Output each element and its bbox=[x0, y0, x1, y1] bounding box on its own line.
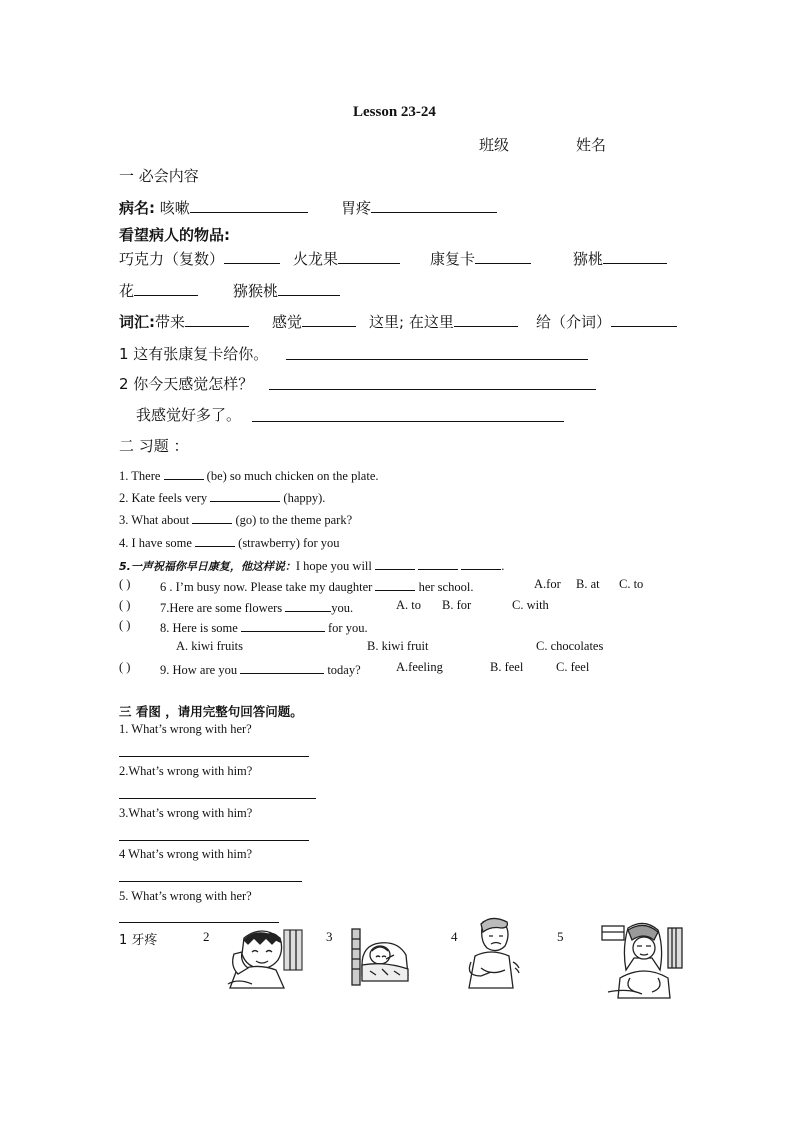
answer-blank[interactable] bbox=[375, 577, 415, 591]
picture-question-5: 5. What’s wrong with her? bbox=[119, 889, 252, 903]
picture-question-1: 1. What’s wrong with her? bbox=[119, 722, 252, 736]
item-2: 火龙果 bbox=[293, 248, 400, 269]
vocab-2: 感觉 bbox=[272, 311, 356, 332]
question-2: 2. Kate feels very (happy). bbox=[119, 488, 325, 506]
question-9-paren[interactable]: ( ) bbox=[119, 660, 131, 674]
item-3: 康复卡 bbox=[430, 248, 531, 269]
question-6-paren[interactable]: ( ) bbox=[119, 577, 131, 591]
answer-blank[interactable] bbox=[302, 313, 356, 327]
option-c[interactable]: C. chocolates bbox=[536, 639, 604, 653]
answer-blank[interactable] bbox=[375, 556, 415, 570]
answer-blank[interactable] bbox=[461, 556, 501, 570]
answer-blank[interactable] bbox=[285, 598, 331, 612]
answer-blank[interactable] bbox=[134, 282, 198, 296]
answer-blank[interactable] bbox=[224, 250, 280, 264]
answer-blank[interactable] bbox=[454, 313, 518, 327]
option-a[interactable]: A. to bbox=[396, 598, 421, 612]
section1-heading: 一 必会内容 bbox=[119, 167, 199, 185]
sentence-3: 我感觉好多了。 bbox=[136, 406, 242, 424]
option-c[interactable]: C. feel bbox=[556, 660, 590, 674]
answer-line[interactable] bbox=[286, 359, 588, 360]
item-1: 巧克力（复数） bbox=[119, 248, 280, 269]
question-7: 7.Here are some flowers you. bbox=[160, 598, 353, 616]
option-a[interactable]: A. kiwi fruits bbox=[176, 639, 244, 653]
vocab-4: 给（介词） bbox=[536, 311, 677, 332]
fever-bed-picture bbox=[350, 925, 412, 989]
option-a[interactable]: A.feeling bbox=[396, 660, 443, 674]
answer-line[interactable] bbox=[252, 421, 564, 422]
answer-blank[interactable] bbox=[192, 510, 232, 524]
answer-blank[interactable] bbox=[338, 250, 400, 264]
section3-heading: 三 看图 ，请用完整句回答问题。 bbox=[119, 704, 303, 719]
name-label: 姓名 bbox=[576, 136, 607, 154]
answer-blank[interactable] bbox=[475, 250, 531, 264]
question-6: 6 . I’m busy now. Please take my daughter her school. bbox=[160, 577, 473, 595]
picture-label-3: 3 bbox=[326, 929, 333, 944]
option-b[interactable]: B. for bbox=[442, 598, 472, 612]
option-b[interactable]: B. feel bbox=[490, 660, 524, 674]
picture-question-4: 4 What’s wrong with him? bbox=[119, 847, 253, 861]
question-9: 9. How are you today? bbox=[160, 660, 361, 678]
answer-blank[interactable] bbox=[278, 282, 340, 296]
answer-line[interactable] bbox=[119, 798, 316, 799]
cold-woman-picture bbox=[600, 918, 686, 1000]
answer-blank[interactable] bbox=[185, 313, 249, 327]
question-8-paren[interactable]: ( ) bbox=[119, 618, 131, 632]
answer-blank[interactable] bbox=[164, 466, 204, 480]
question-3: 3. What about (go) to the theme park? bbox=[119, 510, 352, 528]
class-label: 班级 bbox=[479, 136, 510, 154]
option-b[interactable]: B. at bbox=[576, 577, 600, 591]
answer-line[interactable] bbox=[269, 389, 596, 390]
option-a[interactable]: A.for bbox=[534, 577, 561, 591]
picture-label-2: 2 bbox=[203, 929, 210, 944]
item-6: 猕猴桃 bbox=[233, 280, 340, 301]
picture-question-3: 3.What’s wrong with him? bbox=[119, 806, 253, 820]
question-7-paren[interactable]: ( ) bbox=[119, 598, 131, 612]
illness-row-2 bbox=[341, 197, 497, 218]
option-c[interactable]: C. to bbox=[619, 577, 644, 591]
illness-row bbox=[119, 197, 308, 218]
picture-label-4: 4 bbox=[451, 929, 458, 944]
picture-question-2: 2.What’s wrong with him? bbox=[119, 764, 253, 778]
sentence-1: 1 这有张康复卡给你。 bbox=[119, 345, 269, 363]
answer-blank[interactable] bbox=[190, 199, 308, 213]
page-title: Lesson 23-24 bbox=[353, 104, 436, 120]
question-4: 4. I have some (strawberry) for you bbox=[119, 533, 340, 551]
picture-label-5: 5 bbox=[557, 929, 564, 944]
option-b[interactable]: B. kiwi fruit bbox=[367, 639, 429, 653]
section2-heading: 二 习题 ： bbox=[119, 437, 189, 455]
answer-line[interactable] bbox=[119, 840, 309, 841]
vocab-label: 词汇: bbox=[119, 313, 155, 331]
stomachache-man-picture bbox=[461, 916, 523, 990]
option-c[interactable]: C. with bbox=[512, 598, 549, 612]
item-5: 花 bbox=[119, 280, 198, 301]
answer-blank[interactable] bbox=[418, 556, 458, 570]
answer-blank[interactable] bbox=[603, 250, 667, 264]
answer-blank[interactable] bbox=[240, 660, 324, 674]
answer-line[interactable] bbox=[119, 756, 309, 757]
answer-line[interactable] bbox=[119, 922, 279, 923]
sentence-2: 2 你今天感觉怎样？ bbox=[119, 375, 254, 393]
question-1: 1. There (be) so much chicken on the plate. bbox=[119, 466, 379, 484]
vocab-1: 词汇:带来 bbox=[119, 311, 249, 332]
answer-blank[interactable] bbox=[241, 618, 325, 632]
item-4: 猕桃 bbox=[573, 248, 667, 269]
answer-blank[interactable] bbox=[371, 199, 497, 213]
illness-item: 胃疼 bbox=[341, 199, 372, 217]
illness-item: 咳嗽 bbox=[159, 199, 190, 217]
answer-blank[interactable] bbox=[611, 313, 677, 327]
illness-label: 病名: bbox=[119, 199, 155, 217]
answer-blank[interactable] bbox=[195, 533, 235, 547]
headache-boy-picture bbox=[224, 924, 308, 990]
visit-heading: 看望病人的物品: bbox=[119, 226, 230, 244]
question-5: 5.一声祝福你早日康复，他这样说：I hope you will . bbox=[119, 556, 504, 574]
answer-line[interactable] bbox=[119, 881, 302, 882]
question-8: 8. Here is some for you. bbox=[160, 618, 368, 636]
vocab-3: 这里; 在这里 bbox=[369, 311, 518, 332]
answer-blank[interactable] bbox=[210, 488, 280, 502]
picture-label-1: 1 牙疼 bbox=[119, 933, 158, 948]
